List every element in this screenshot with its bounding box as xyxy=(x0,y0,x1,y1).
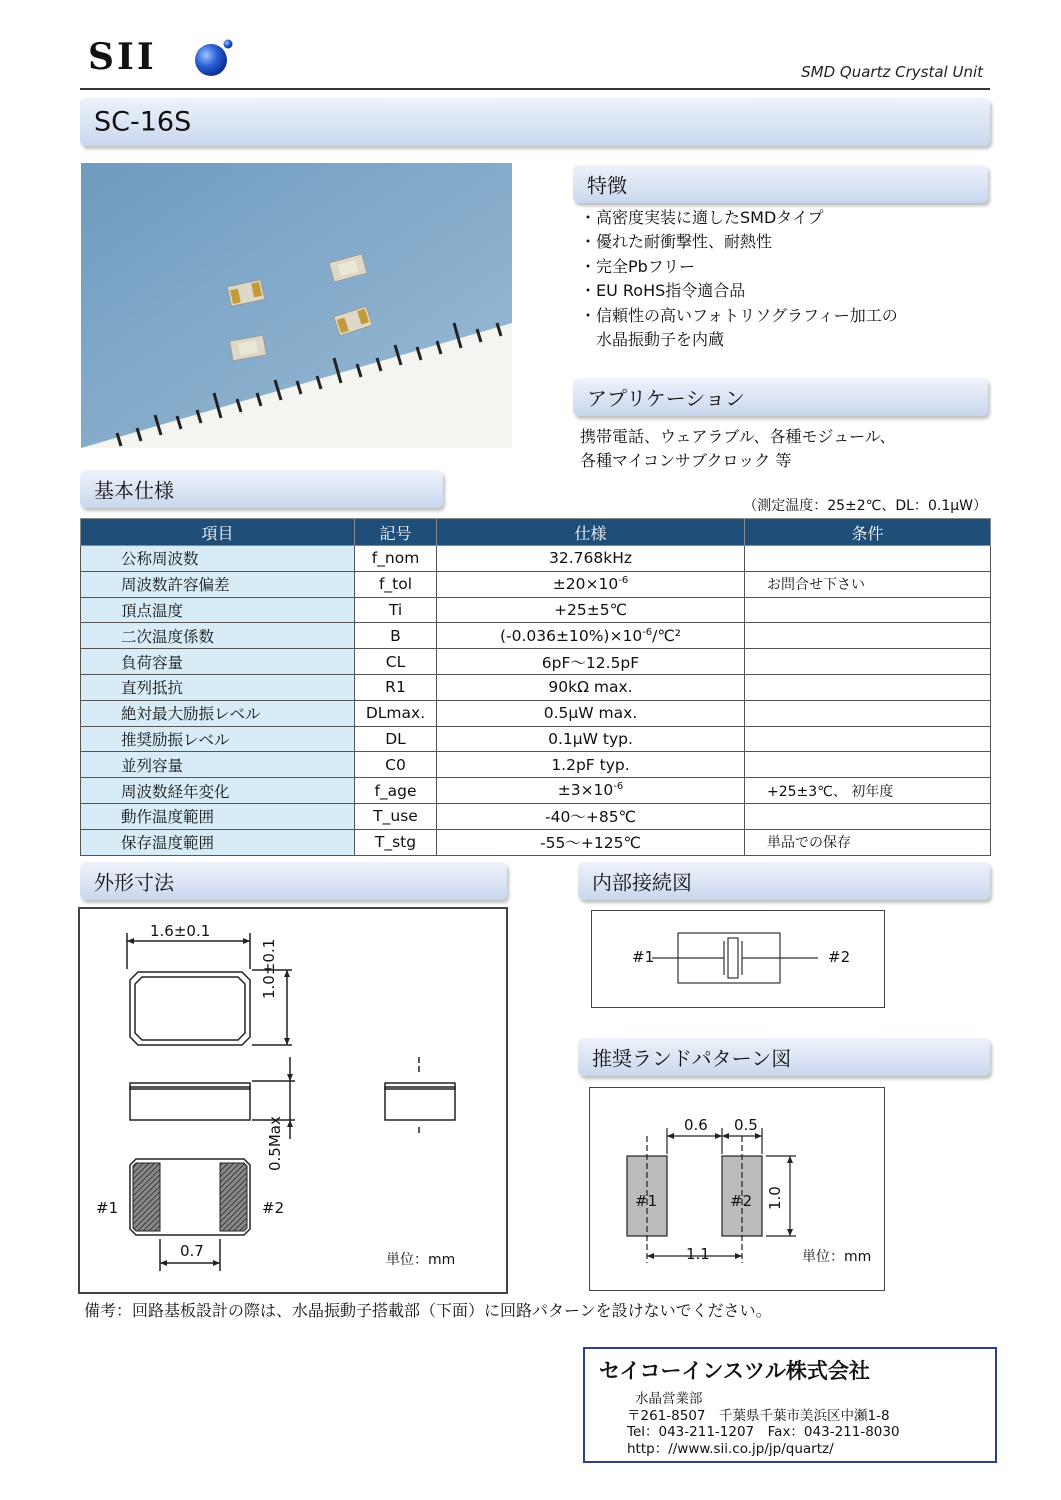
land-height-label: 1.0 xyxy=(766,1186,784,1210)
feature-item: ・優れた耐衝撃性、耐熱性 xyxy=(580,232,773,252)
land-width1-label: 0.6 xyxy=(684,1116,708,1134)
land-heading-bar xyxy=(578,1038,990,1076)
brand-logo-text: SII xyxy=(88,36,157,78)
application-line: 携帯電話、ウェアラブル、各種モジュール、 xyxy=(580,427,896,446)
spec-value-exponent: -6 xyxy=(642,626,653,638)
thickness-dimension-label: 0.5Max xyxy=(266,1116,284,1171)
spec-value-cell xyxy=(437,778,745,804)
pin1-label: #1 xyxy=(96,1199,119,1217)
spec-item-cell: 並列容量 xyxy=(81,752,355,778)
spec-item-cell: 負荷容量 xyxy=(81,649,355,675)
header-divider xyxy=(80,88,990,90)
spec-value-cell xyxy=(437,546,745,572)
land-heading: 推奨ランドパターン図 xyxy=(592,1046,792,1071)
spec-condition-cell: +25±3℃、 初年度 xyxy=(745,778,991,804)
connection-pin2-label: #2 xyxy=(828,948,851,966)
spec-value: 6pF～12.5pF xyxy=(541,653,640,672)
spec-value-cell xyxy=(437,597,745,623)
feature-item: ・高密度実装に適したSMDタイプ xyxy=(580,208,824,227)
table-row xyxy=(81,571,991,597)
land-unit-label: 単位：mm xyxy=(802,1249,872,1265)
product-title: SC-16S xyxy=(94,106,192,138)
product-title-bar xyxy=(80,98,990,146)
spec-symbol-cell: f_tol xyxy=(355,571,437,597)
spec-item-cell: 直列抵抗 xyxy=(81,674,355,700)
table-row xyxy=(81,649,991,675)
spec-heading: 基本仕様 xyxy=(94,478,174,503)
spec-symbol-cell: C0 xyxy=(355,752,437,778)
unit-label: 単位：mm xyxy=(386,1252,456,1268)
spec-value: 0.5μW max. xyxy=(543,704,638,723)
spec-item-cell: 公称周波数 xyxy=(81,546,355,572)
table-row xyxy=(81,778,991,804)
table-row xyxy=(81,803,991,829)
land-pattern-drawing xyxy=(589,1087,885,1291)
spec-item-cell: 動作温度範囲 xyxy=(81,803,355,829)
spec-item-cell: 保存温度範囲 xyxy=(81,829,355,855)
spec-value: ±3×10 xyxy=(557,781,614,800)
spec-symbol-cell: T_stg xyxy=(355,829,437,855)
header-value: 仕様 xyxy=(437,519,745,546)
spec-value-cell xyxy=(437,700,745,726)
table-row xyxy=(81,700,991,726)
connection-heading-bar xyxy=(578,862,990,900)
land-span-label: 1.1 xyxy=(686,1245,710,1263)
feature-item: ・完全Pbフリー xyxy=(580,256,696,276)
table-row xyxy=(81,829,991,855)
applications-heading: アプリケーション xyxy=(587,386,745,411)
header-symbol: 記号 xyxy=(355,519,437,546)
width-dimension-label: 1.6±0.1 xyxy=(150,922,211,940)
header-item: 項目 xyxy=(81,519,355,546)
feature-item: ・信頼性の高いフォトリソグラフィー加工の xyxy=(580,305,898,325)
features-heading: 特徴 xyxy=(587,173,627,198)
spec-item-cell: 二次温度係数 xyxy=(81,623,355,649)
table-row xyxy=(81,752,991,778)
spec-header-row xyxy=(81,519,991,546)
spec-value: 32.768kHz xyxy=(548,549,632,568)
land-width2-label: 0.5 xyxy=(734,1116,758,1134)
spec-value-exponent: -6 xyxy=(618,575,629,587)
spec-item-cell: 絶対最大励振レベル xyxy=(81,700,355,726)
dimensions-heading-bar xyxy=(80,862,507,900)
table-row xyxy=(81,597,991,623)
land-pin2-label: #2 xyxy=(730,1192,753,1210)
spec-value-cell xyxy=(437,623,745,649)
company-name: セイコーインスツル株式会社 xyxy=(599,1359,870,1383)
header-condition: 条件 xyxy=(745,519,991,546)
land-pin1-label: #1 xyxy=(635,1192,658,1210)
company-url: http：//www.sii.co.jp/jp/quartz/ xyxy=(627,1441,834,1457)
spec-value-unit: /℃² xyxy=(652,626,682,645)
spec-symbol-cell: DLmax. xyxy=(355,700,437,726)
spec-value: 1.2pF typ. xyxy=(551,755,630,774)
spec-condition-cell xyxy=(745,726,991,752)
spec-symbol-cell: Ti xyxy=(355,597,437,623)
document-subtitle: SMD Quartz Crystal Unit xyxy=(801,63,983,81)
dimensions-drawing xyxy=(78,907,508,1294)
table-row xyxy=(81,623,991,649)
spec-condition-cell xyxy=(745,700,991,726)
spec-condition-cell xyxy=(745,649,991,675)
spec-symbol-cell: B xyxy=(355,623,437,649)
dimensions-heading: 外形寸法 xyxy=(94,870,174,895)
spec-value-cell xyxy=(437,726,745,752)
spec-condition-cell xyxy=(745,803,991,829)
company-box xyxy=(583,1347,997,1463)
spec-value: 0.1μW typ. xyxy=(548,730,633,749)
spec-value: +25±5℃ xyxy=(554,601,627,620)
company-dept: 水晶営業部 xyxy=(635,1391,703,1407)
connection-diagram xyxy=(591,910,885,1008)
spec-condition-cell: 単品での保存 xyxy=(745,829,991,855)
spec-condition-cell xyxy=(745,597,991,623)
spec-table xyxy=(80,518,991,856)
spec-value-cell xyxy=(437,752,745,778)
spec-condition-cell xyxy=(745,752,991,778)
spec-value: 90kΩ max. xyxy=(548,678,633,697)
outline-drawing xyxy=(80,909,506,1292)
brand-sphere-icon xyxy=(192,39,234,77)
features-list xyxy=(580,206,898,352)
spec-symbol-cell: f_age xyxy=(355,778,437,804)
spec-symbol-cell: f_nom xyxy=(355,546,437,572)
spec-value: -40～+85℃ xyxy=(545,808,636,827)
company-address: 〒261-8507 千葉県千葉市美浜区中瀬1-8 xyxy=(627,1408,890,1424)
spec-symbol-cell: DL xyxy=(355,726,437,752)
spec-value-cell xyxy=(437,674,745,700)
spec-symbol-cell: R1 xyxy=(355,674,437,700)
connection-heading: 内部接続図 xyxy=(592,870,692,895)
feature-item: ・EU RoHS指令適合品 xyxy=(580,281,746,301)
table-row xyxy=(81,546,991,572)
company-tel: Tel：043-211-1207 Fax：043-211-8030 xyxy=(627,1424,900,1440)
pin2-label: #2 xyxy=(262,1199,285,1217)
design-note: 備考：回路基板設計の際は、水晶振動子搭載部（下面）に回路パターンを設けないでください。 xyxy=(84,1301,772,1320)
spec-condition-cell xyxy=(745,546,991,572)
product-photo xyxy=(81,163,512,448)
spec-condition-cell: お問合せ下さい xyxy=(745,571,991,597)
table-row xyxy=(81,674,991,700)
spec-value: (-0.036±10%)×10 xyxy=(499,626,643,645)
spec-condition-cell xyxy=(745,623,991,649)
spec-heading-bar xyxy=(80,470,443,508)
spec-symbol-cell: T_use xyxy=(355,803,437,829)
spec-value: -55～+125℃ xyxy=(540,834,641,853)
spec-value-cell xyxy=(437,649,745,675)
feature-item: 水晶振動子を内蔵 xyxy=(580,330,725,350)
height-dimension-label: 1.0±0.1 xyxy=(260,938,278,999)
connection-pin1-label: #1 xyxy=(632,948,655,966)
table-row xyxy=(81,726,991,752)
application-line: 各種マイコンサブクロック 等 xyxy=(580,451,792,470)
spec-item-cell: 周波数許容偏差 xyxy=(81,571,355,597)
applications-heading-bar xyxy=(573,378,988,416)
features-heading-bar xyxy=(573,165,988,203)
spec-value-cell xyxy=(437,571,745,597)
measurement-condition: （測定温度：25±2℃、DL：0.1μW） xyxy=(743,498,987,514)
pad-gap-label: 0.7 xyxy=(180,1242,204,1260)
spec-item-cell: 周波数経年変化 xyxy=(81,778,355,804)
spec-value: ±20×10 xyxy=(552,575,619,594)
spec-item-cell: 推奨励振レベル xyxy=(81,726,355,752)
applications-text xyxy=(580,425,896,473)
spec-value-cell xyxy=(437,829,745,855)
spec-item-cell: 頂点温度 xyxy=(81,597,355,623)
spec-condition-cell xyxy=(745,674,991,700)
spec-value-cell xyxy=(437,803,745,829)
spec-symbol-cell: CL xyxy=(355,649,437,675)
spec-value-exponent: -6 xyxy=(613,781,624,793)
